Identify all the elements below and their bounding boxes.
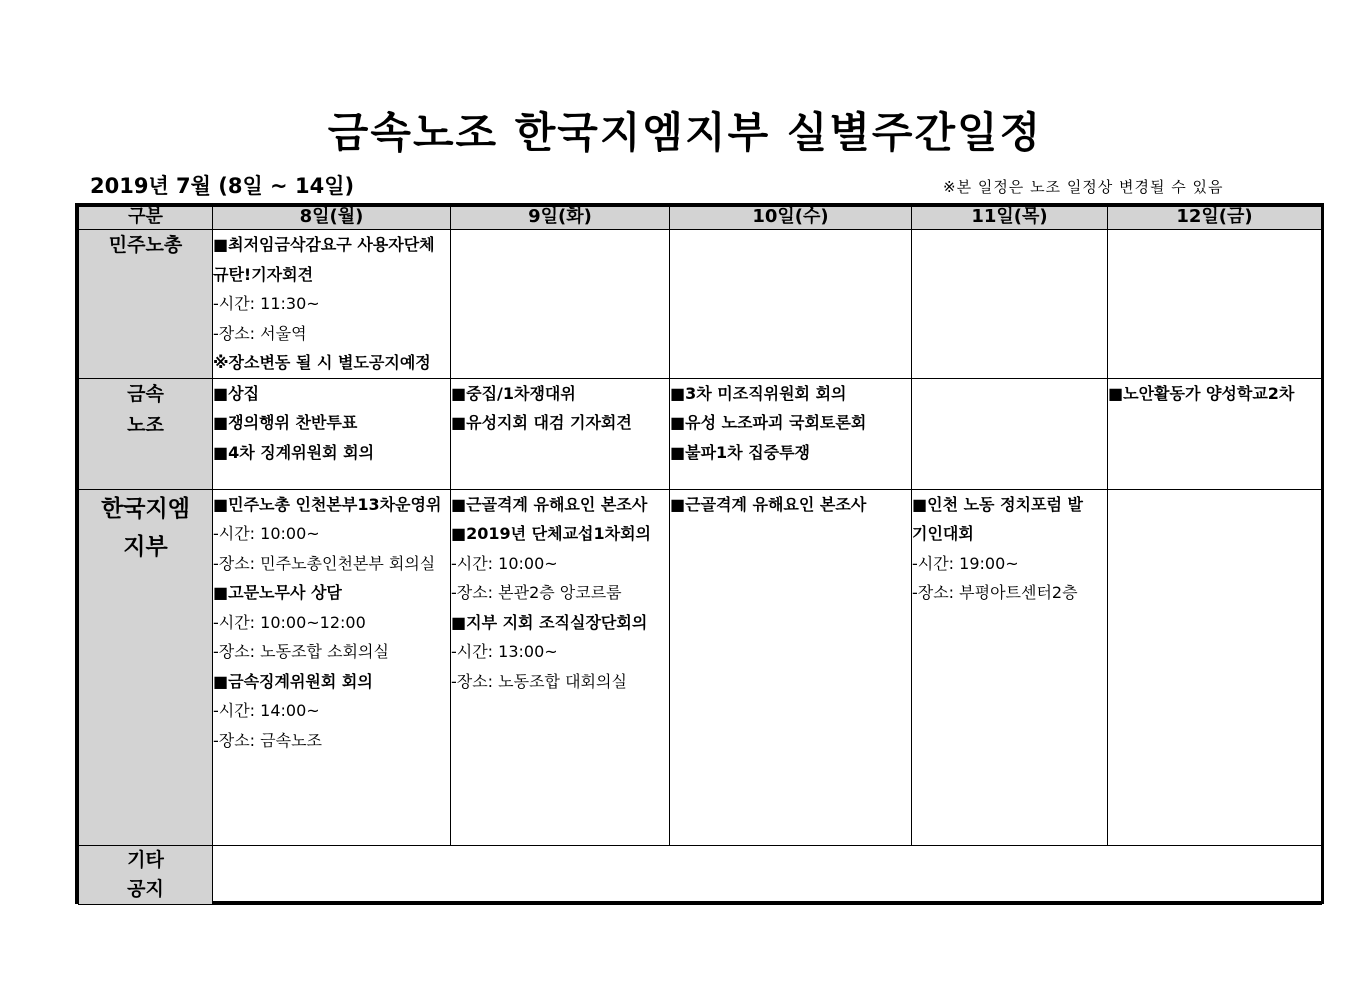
schedule-line: ■쟁의행위 찬반투표 — [213, 413, 358, 432]
schedule-line: ■근골격계 유해요인 본조사 — [451, 494, 648, 514]
schedule-line: ■고문노무사 상담 — [213, 583, 342, 602]
schedule-line: ■2019년 단체교섭1차회의 — [451, 524, 651, 543]
cell-kmwu-mon — [213, 378, 451, 489]
page-title: 금속노조 한국지엠지부 실별주간일정 — [327, 108, 1043, 157]
cell-kctu-fri — [1108, 230, 1322, 379]
cell-kmwu-thu — [912, 378, 1108, 489]
other-notice-content — [213, 845, 1322, 904]
schedule-line: -시간: 19:00~ — [912, 553, 1019, 573]
cell-gmkorea-tue — [451, 489, 670, 845]
schedule-line: -시간: 10:00~ — [451, 553, 558, 573]
row-gmkorea — [79, 489, 1322, 845]
schedule-line: ■4차 징계위원회 회의 — [213, 442, 375, 462]
schedule-line: -시간: 13:00~ — [451, 642, 558, 661]
schedule-line: ■상집 — [213, 383, 260, 403]
header-row — [79, 207, 1322, 230]
schedule-line: ■3차 미조직위원회 회의 — [670, 383, 847, 403]
schedule-line: -시간: 10:00~ — [213, 524, 320, 543]
schedule-line: ■금속징계위원회 회의 — [213, 671, 373, 691]
cell-kmwu-fri — [1108, 378, 1322, 489]
schedule-line: -시간: 14:00~ — [213, 701, 320, 720]
header-day-fri: 12일(금) — [1108, 207, 1322, 230]
schedule-line: -장소: 본관2층 앙코르룸 — [451, 583, 622, 602]
row-label-kctu: 민주노총 — [79, 230, 213, 379]
cell-kmwu-wed — [670, 378, 912, 489]
schedule-line: ■불파1차 집중투쟁 — [670, 442, 811, 462]
cell-kmwu-tue — [451, 378, 670, 489]
schedule-line: 규탄!기자회견 — [213, 264, 314, 284]
schedule-line: ■근골격계 유해요인 본조사 — [670, 494, 867, 514]
header-day-tue: 9일(화) — [451, 207, 670, 230]
schedule-line: ※장소변동 될 시 별도공지예정 — [213, 353, 431, 372]
header-day-mon: 8일(월) — [213, 207, 451, 230]
schedule-line: ■지부 지회 조직실장단회의 — [451, 612, 648, 632]
schedule-line: -장소: 금속노조 — [213, 730, 322, 750]
cell-gmkorea-fri — [1108, 489, 1322, 845]
row-label-other: 기타 공지 — [79, 845, 213, 904]
schedule-line: ■중집/1차쟁대위 — [451, 383, 576, 403]
schedule-line: ■최저임금삭감요구 사용자단체 — [213, 235, 435, 254]
schedule-line: -장소: 노동조합 소회의실 — [213, 642, 389, 661]
cell-gmkorea-wed — [670, 489, 912, 845]
cell-kctu-wed — [670, 230, 912, 379]
header-category: 구분 — [79, 207, 213, 230]
schedule-line: ■유성 노조파괴 국회토론회 — [670, 413, 867, 432]
schedule-line: -시간: 10:00~12:00 — [213, 612, 366, 632]
row-kctu — [79, 230, 1322, 379]
schedule-line: -시간: 11:30~ — [213, 294, 320, 313]
header-day-thu: 11일(목) — [912, 207, 1108, 230]
cell-kctu-tue — [451, 230, 670, 379]
row-label-kmwu: 금속 노조 — [79, 378, 213, 489]
schedule-line: ■유성지회 대검 기자회견 — [451, 413, 632, 432]
row-label-gmkorea: 한국지엠 지부 — [79, 489, 213, 845]
schedule-notice: ※본 일정은 노조 일정상 변경될 수 있음 — [943, 178, 1224, 196]
row-kmwu — [79, 378, 1322, 489]
schedule-line: ■노안활동가 양성학교2차 — [1108, 383, 1295, 403]
cell-kctu-mon — [213, 230, 451, 379]
cell-gmkorea-mon — [213, 489, 451, 845]
schedule-period: 2019년 7월 (8일 ~ 14일) — [90, 174, 355, 198]
schedule-line: -장소: 노동조합 대회의실 — [451, 671, 627, 691]
schedule-table — [78, 206, 1322, 905]
header-day-wed: 10일(수) — [670, 207, 912, 230]
schedule-line: ■인천 노동 정치포럼 발 — [912, 494, 1083, 514]
schedule-line: -장소: 부평아트센터2층 — [912, 583, 1078, 602]
row-other — [79, 845, 1322, 904]
cell-kctu-thu — [912, 230, 1108, 379]
schedule-line: -장소: 민주노총인천본부 회의실 — [213, 553, 436, 573]
schedule-line: 기인대회 — [912, 524, 974, 543]
schedule-line: -장소: 서울역 — [213, 323, 307, 343]
schedule-line: ■민주노총 인천본부13차운영위 — [213, 494, 442, 514]
cell-gmkorea-thu — [912, 489, 1108, 845]
